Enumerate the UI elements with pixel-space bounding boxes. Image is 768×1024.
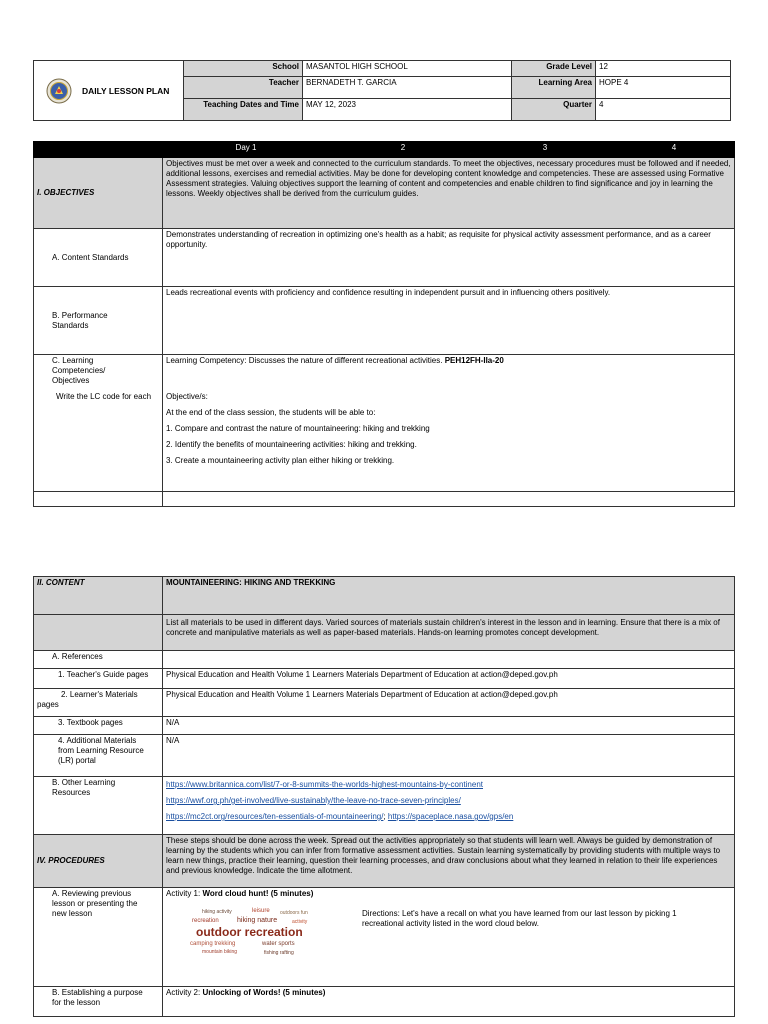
title-cell bbox=[34, 61, 184, 121]
day-header-2: 2 bbox=[330, 142, 477, 158]
day-header-4: 4 bbox=[614, 142, 735, 158]
objectives-label: I. OBJECTIVES bbox=[34, 158, 163, 229]
activity-1-prefix: Activity 1: bbox=[166, 889, 203, 898]
objectives-table bbox=[33, 141, 735, 507]
proc-b-label: B. Establishing a purpose for the lesson bbox=[34, 987, 163, 1017]
content-label: II. CONTENT bbox=[34, 577, 163, 615]
lc-content bbox=[163, 355, 735, 492]
empty-cell bbox=[34, 492, 163, 507]
plan-title: DAILY LESSON PLAN bbox=[82, 85, 170, 96]
activity-1-title: Word cloud hunt! (5 minutes) bbox=[202, 889, 314, 898]
activity-1-directions: Directions: Let's have a recall on what you have learned from our last lesson by picking 1 recreational activity listed in the word cloud below. bbox=[362, 909, 677, 928]
lc-label-cell bbox=[34, 355, 163, 492]
svg-text:camping trekking: camping trekking bbox=[190, 941, 236, 947]
links-cell bbox=[163, 777, 735, 835]
activity-2-title: Unlocking of Words! (5 minutes) bbox=[202, 988, 326, 997]
header-table bbox=[33, 60, 731, 121]
perf-std-text: Leads recreational events with proficiency and confidence resulting in independent pursuit and in influencing others positively. bbox=[163, 287, 735, 355]
proc-a-label: A. Reviewing previous lesson or presenting the new lesson bbox=[34, 888, 163, 987]
resource-link[interactable]: https://mc2ct.org/resources/ten-essentials-of-mountaineering/ bbox=[166, 812, 384, 821]
lc-code: PEH12FH-IIa-20 bbox=[444, 356, 504, 365]
svg-text:outdoor recreation: outdoor recreation bbox=[196, 925, 303, 939]
day-header-1: Day 1 bbox=[163, 142, 330, 158]
area-label: Learning Area bbox=[512, 77, 596, 99]
obj-item: 1. Compare and contrast the nature of mountaineering: hiking and trekking bbox=[166, 424, 430, 433]
proc-b-content bbox=[163, 987, 735, 1017]
content-table bbox=[33, 576, 735, 1017]
svg-text:mountain biking: mountain biking bbox=[202, 949, 238, 955]
obj-item: 2. Identify the benefits of mountaineering activities: hiking and trekking. bbox=[166, 440, 417, 449]
svg-text:recreation: recreation bbox=[192, 918, 219, 924]
svg-text:outdoors fun: outdoors fun bbox=[280, 910, 308, 916]
lc-text: Learning Competency: Discusses the nature of different recreational activities. bbox=[166, 356, 443, 365]
lm-label: 2. Learner's Materials pages bbox=[34, 689, 163, 717]
procedures-text: These steps should be done across the week. Spread out the activities appropriately so that students will learn well. Always be guided by demonstration of learning by the students which you can infer from formative assessment activities. Sustain learning systematically by providing students with multiple ways to learn new things, practice their learning, question their learning processes, and draw conclusions about what they learned in relation to their life experiences and previous knowledge. Indicate the time allotment. bbox=[163, 835, 735, 888]
empty-cell bbox=[34, 615, 163, 651]
am-label: 4. Additional Materials from Learning Resource (LR) portal bbox=[34, 735, 163, 777]
svg-text:hiking nature: hiking nature bbox=[237, 917, 278, 924]
am-value: N/A bbox=[163, 735, 735, 777]
empty-cell bbox=[163, 651, 735, 669]
school-value: MASANTOL HIGH SCHOOL bbox=[303, 61, 512, 77]
day-header-spacer bbox=[34, 142, 163, 158]
quarter-value: 4 bbox=[596, 99, 731, 121]
word-cloud-image bbox=[182, 903, 342, 959]
deped-seal-icon bbox=[46, 78, 72, 104]
svg-text:leisure: leisure bbox=[252, 908, 270, 914]
svg-text:water sports: water sports bbox=[262, 941, 295, 947]
content-std-label: A. Content Standards bbox=[34, 229, 163, 287]
tg-label: 1. Teacher's Guide pages bbox=[34, 669, 163, 689]
content-std-text: Demonstrates understanding of recreation in optimizing one's health as a habit; as requisite for physical activity assessment performance, and as a career opportunity. bbox=[163, 229, 735, 287]
svg-text:hiking activity: hiking activity bbox=[202, 909, 232, 915]
perf-std-label: B. Performance Standards bbox=[34, 287, 163, 355]
empty-cell bbox=[163, 492, 735, 507]
content-title: MOUNTAINEERING: HIKING AND TREKKING bbox=[163, 577, 735, 615]
other-label: B. Other Learning Resources bbox=[34, 777, 163, 835]
obj-item: 3. Create a mountaineering activity plan either hiking or trekking. bbox=[166, 456, 395, 465]
resource-link[interactable]: https://wwf.org.ph/get-involved/live-sustainably/the-leave-no-trace-seven-principles/ bbox=[166, 796, 461, 805]
resource-link[interactable]: https://www.britannica.com/list/7-or-8-summits-the-worlds-highest-mountains-by-continent bbox=[166, 780, 483, 789]
tg-value: Physical Education and Health Volume 1 Learners Materials Department of Education at action@deped.gov.ph bbox=[163, 669, 735, 689]
teacher-value: BERNADETH T. GARCIA bbox=[303, 77, 512, 99]
tb-value: N/A bbox=[163, 717, 735, 735]
grade-label: Grade Level bbox=[512, 61, 596, 77]
teacher-label: Teacher bbox=[184, 77, 303, 99]
quarter-label: Quarter bbox=[512, 99, 596, 121]
lm-value: Physical Education and Health Volume 1 Learners Materials Department of Education at action@deped.gov.ph bbox=[163, 689, 735, 717]
link-separator: ; bbox=[383, 812, 386, 821]
obj-intro: At the end of the class session, the students will be able to: bbox=[166, 408, 376, 417]
area-value: HOPE 4 bbox=[596, 77, 731, 99]
grade-value: 12 bbox=[596, 61, 731, 77]
proc-a-content bbox=[163, 888, 735, 987]
obj-heading: Objective/s: bbox=[166, 392, 208, 401]
lc-note: Write the LC code for each bbox=[56, 392, 152, 401]
school-label: School bbox=[184, 61, 303, 77]
objectives-text: Objectives must be met over a week and connected to the curriculum standards. To meet the objectives, necessary procedures must be followed and if needed, additional lessons, exercises and remedial activities. May be done for developing content knowledge and competencies. These are assessed using Formative Assessment strategies. Valuing objectives support the learning of content and competencies and enable children to find significance and joy in learning the lessons. Weekly objectives shall be derived from the curriculum guides. bbox=[163, 158, 735, 229]
materials-note: List all materials to be used in different days. Varied sources of materials sustain children's interest in the lesson and in learning. Ensure that there is a mix of concrete and manipulative materials as well as paper-based materials. Hands-on learning promotes concept development. bbox=[163, 615, 735, 651]
dates-label: Teaching Dates and Time bbox=[184, 99, 303, 121]
activity-2-prefix: Activity 2: bbox=[166, 988, 203, 997]
dates-value: MAY 12, 2023 bbox=[303, 99, 512, 121]
svg-text:fishing rafting: fishing rafting bbox=[264, 950, 294, 956]
procedures-label: IV. PROCEDURES bbox=[34, 835, 163, 888]
resource-link[interactable]: https://spaceplace.nasa.gov/gps/en bbox=[387, 812, 514, 821]
references-label: A. References bbox=[34, 651, 163, 669]
svg-text:activity: activity bbox=[292, 919, 308, 925]
lc-label: C. Learning Competencies/ Objectives bbox=[52, 356, 106, 385]
day-header-3: 3 bbox=[477, 142, 614, 158]
tb-label: 3. Textbook pages bbox=[34, 717, 163, 735]
